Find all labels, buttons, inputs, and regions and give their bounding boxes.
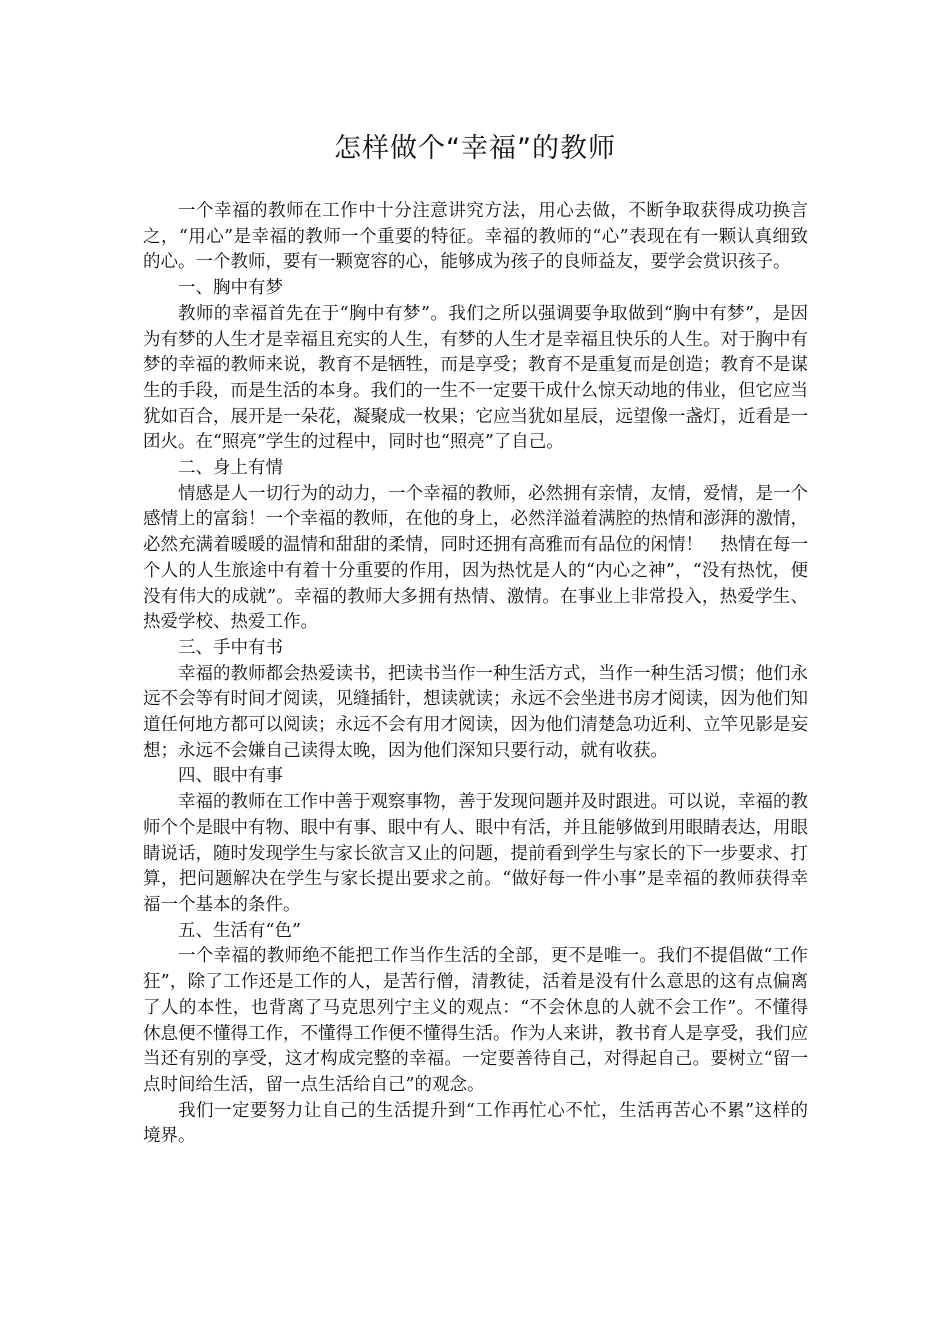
section-paragraph-observation: 幸福的教师在工作中善于观察事物，善于发现问题并及时跟进。可以说，幸福的教师个个是眼中有物、眼中有事、眼中有人、眼中有活，并且能够做到用眼睛表达，用眼睛说话，随时发现学生与家长欲言又止的问题，提前看到学生与家长的下一步要求、打算，把问题解决在学生与家长提出要求之前。“做好每一件小事”是幸福的教师获得幸福一个基本的条件。	[143, 792, 808, 915]
intro-paragraph: 一个幸福的教师在工作中十分注意讲究方法，用心去做，不断争取获得成功换言之，“用心”是幸福的教师一个重要的特征。幸福的教师的“心”表现在有一颗认真细致的心。一个教师，要有一颗宽容的心，能够成为孩子的良师益友，要学会赏识孩子。	[143, 201, 808, 273]
section-heading-life: 五、生活有“色”	[178, 920, 301, 941]
section-heading-books: 三、手中有书	[178, 637, 283, 658]
section-paragraph-life: 一个幸福的教师绝不能把工作当作生活的全部，更不是唯一。我们不提倡做“工作狂”，除了工作还是工作的人，是苦行僧，清教徒，活着是没有什么意思的这有点偏离了人的本性，也背离了马克思列宁主义的观点：“不会休息的人就不会工作”。不懂得休息便不懂得工作，不懂得工作便不懂得生活。作为人来讲，教书育人是享受，我们应当还有别的享受，这才构成完整的幸福。一定要善待自己，对得起自己。要树立“留一点时间给生活，留一点生活给自己”的观念。	[143, 946, 808, 1095]
section-paragraph-emotion: 情感是人一切行为的动力，一个幸福的教师，必然拥有亲情，友情，爱情，是一个感情上的富翁！一个幸福的教师，在他的身上，必然洋溢着满腔的热情和澎湃的激情，必然充满着暖暖的温情和甜甜的柔情，同时还拥有高雅而有品位的闲情！ 热情在每一个人的人生旅途中有着十分重要的作用，因为热忱是人的“内心之神”，“没有热忱，便没有伟大的成就”。幸福的教师大多拥有热情、激情。在事业上非常投入，热爱学生、热爱学校、热爱工作。	[143, 483, 808, 633]
section-heading-dream: 一、胸中有梦	[178, 278, 283, 299]
document-title: 怎样做个“幸福”的教师	[334, 133, 616, 164]
closing-paragraph: 我们一定要努力让自己的生活提升到“工作再忙心不忙，生活再苦心不累”这样的境界。	[143, 1100, 808, 1147]
document-body	[143, 199, 808, 1150]
section-paragraph-books: 幸福的教师都会热爱读书，把读书当作一种生活方式，当作一种生活习惯；他们永远不会等有时间才阅读，见缝插针，想读就读；永远不会坐进书房才阅读，因为他们知道任何地方都可以阅读；永远不会有用才阅读，因为他们清楚急功近利、立竿见影是妄想；永远不会嫌自己读得太晚，因为他们深知只要行动，就有收获。	[143, 663, 808, 761]
section-heading-emotion: 二、身上有情	[178, 458, 283, 479]
section-paragraph-dream: 教师的幸福首先在于“胸中有梦”。我们之所以强调要争取做到“胸中有梦”，是因为有梦的人生才是幸福且充实的人生，有梦的人生才是幸福且快乐的人生。对于胸中有梦的幸福的教师来说，教育不是牺牲，而是享受；教育不是重复而是创造；教育不是谋生的手段，而是生活的本身。我们的一生不一定要干成什么惊天动地的伟业，但它应当犹如百合，展开是一朵花，凝聚成一枚果；它应当犹如星辰，远望像一盏灯，近看是一团火。在“照亮”学生的过程中，同时也“照亮”了自己。	[143, 303, 808, 453]
section-heading-observation: 四、眼中有事	[178, 766, 283, 787]
